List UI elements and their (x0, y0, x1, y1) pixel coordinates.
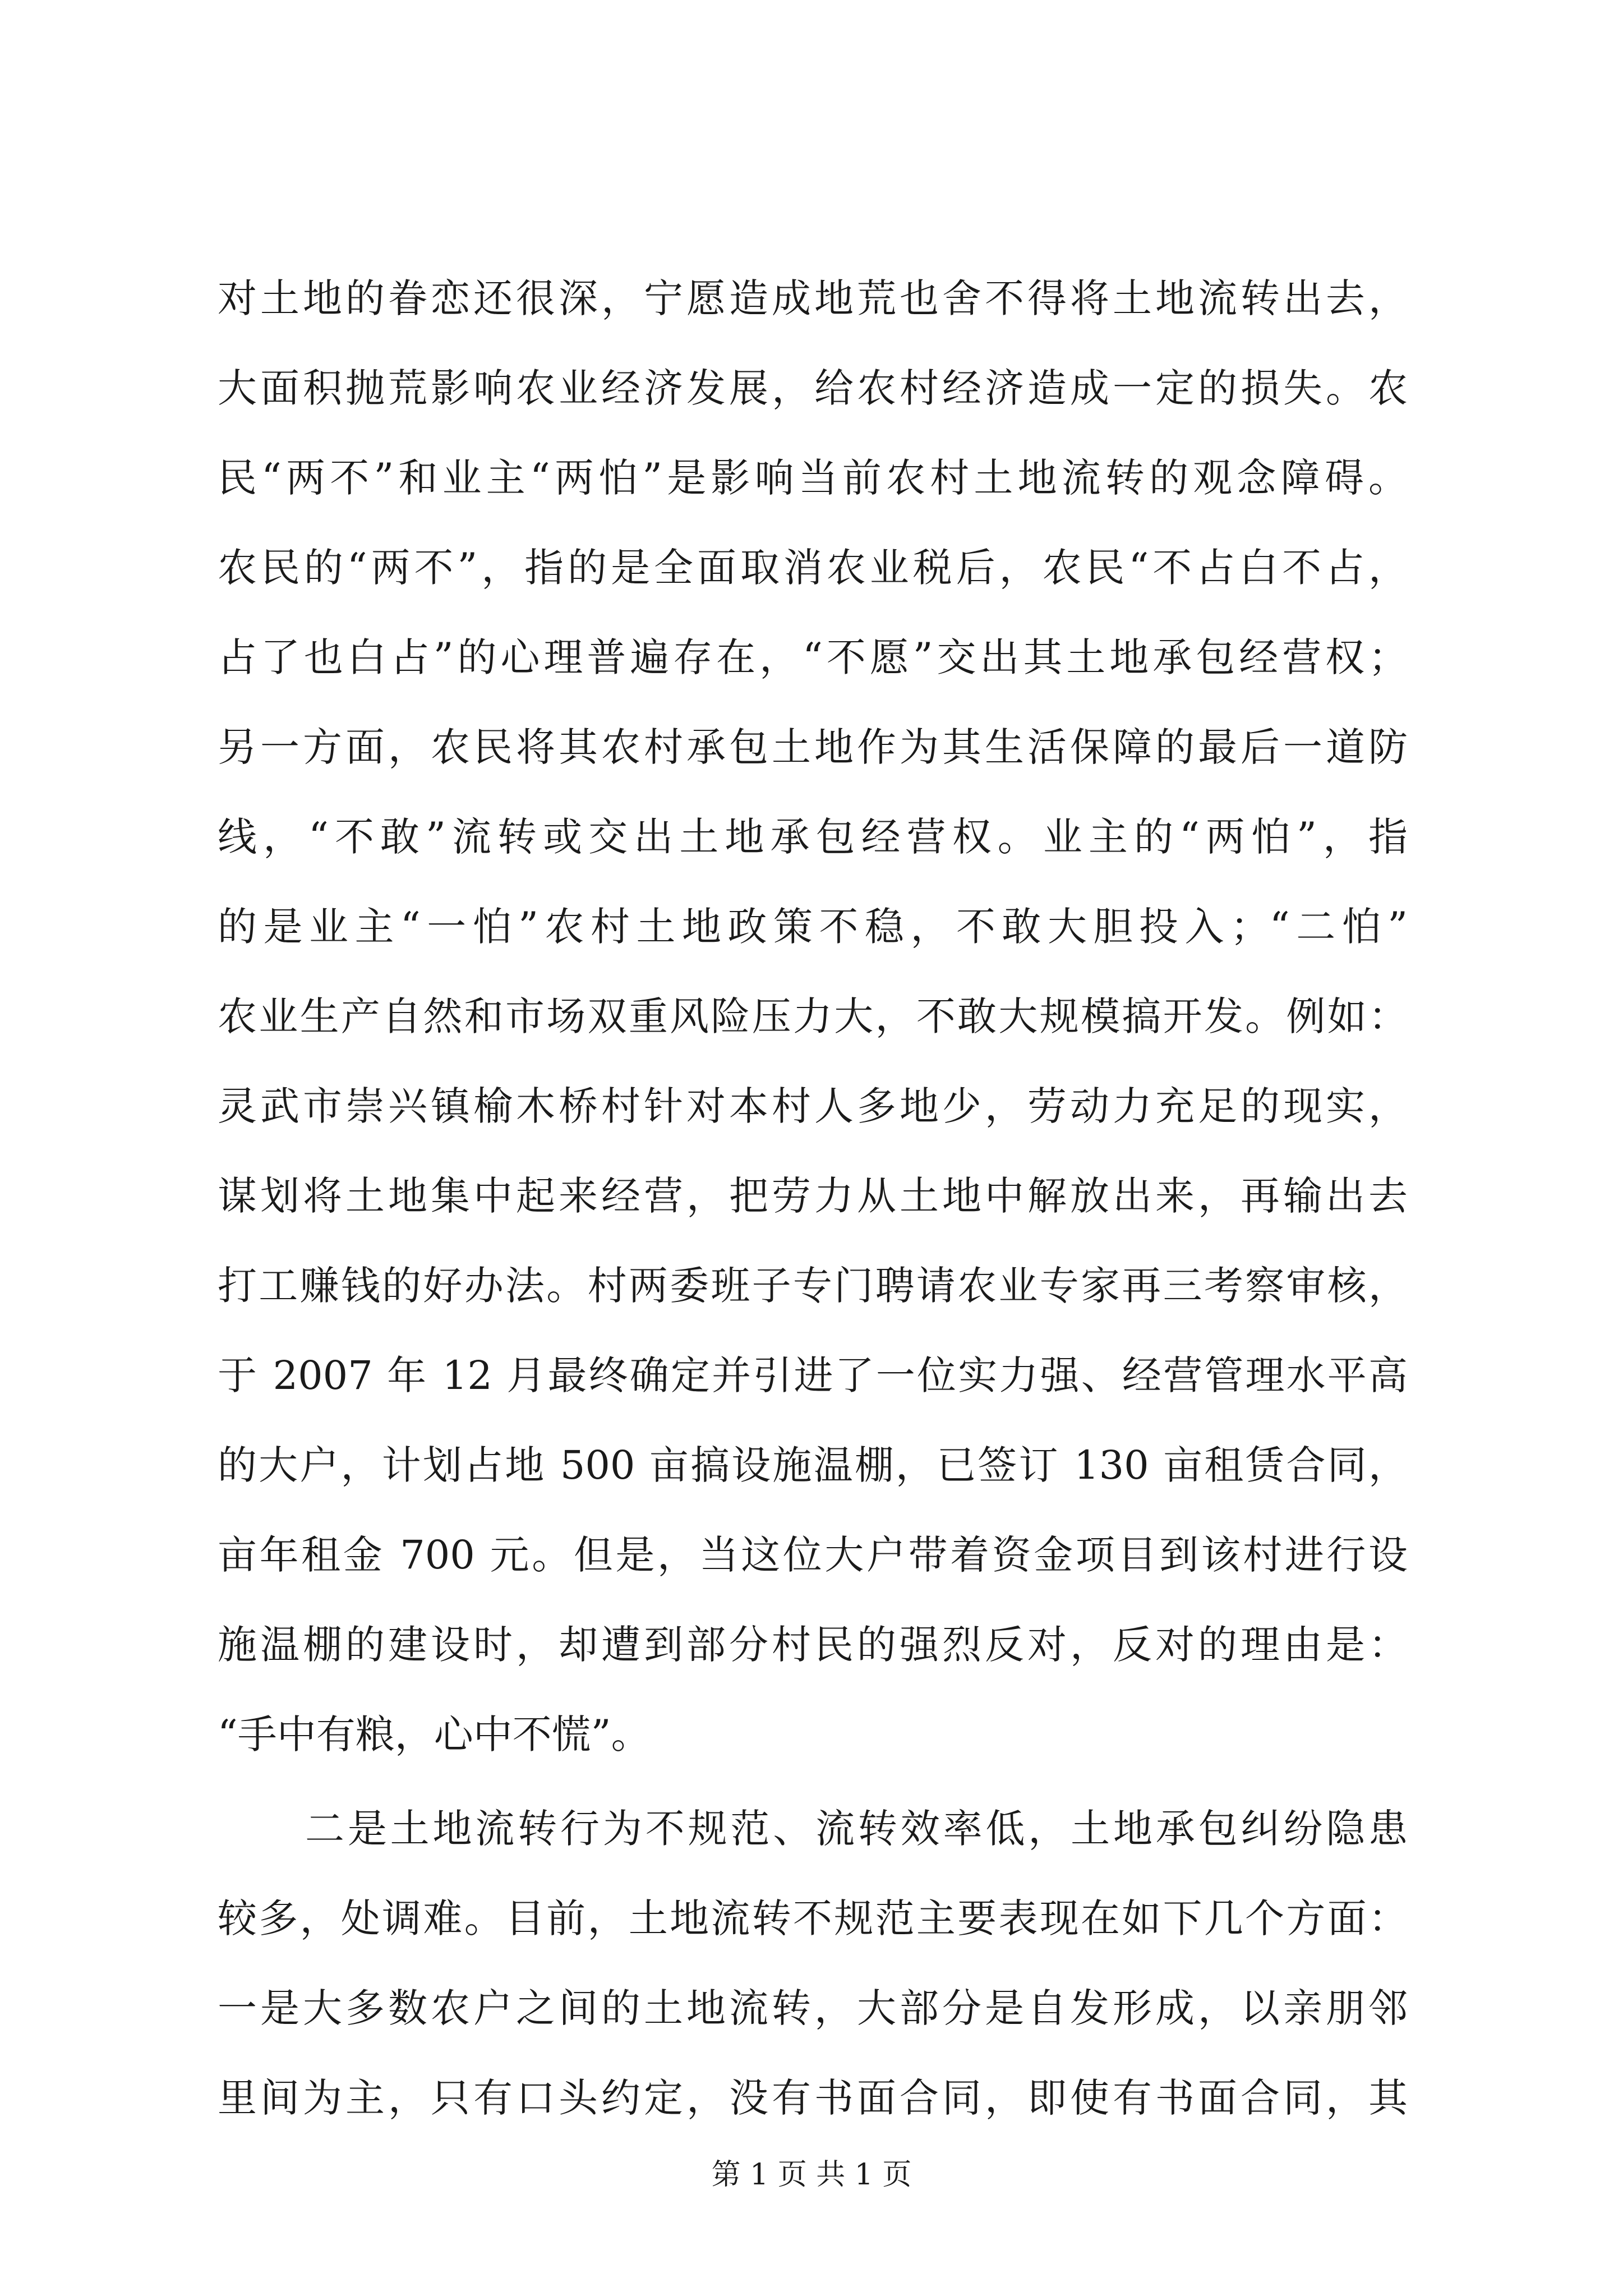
text-line: 的大户，计划占地 500 亩搞设施温棚，已签订 130 亩租赁合同， (218, 1442, 1408, 1488)
text-line: 灵武市崇兴镇榆木桥村针对本村人多地少，劳动力充足的现实， (218, 1083, 1408, 1129)
page-footer (0, 2155, 1623, 2194)
text-line: 谋划将土地集中起来经营，把劳力从土地中解放出来，再输出去 (218, 1173, 1408, 1219)
text-line: 占了也白占”的心理普遍存在，“不愿”交出其土地承包经营权； (218, 634, 1408, 680)
text-line: 一是大多数农户之间的土地流转，大部分是自发形成，以亲朋邻 (218, 1985, 1408, 2031)
text-line: 线，“不敢”流转或交出土地承包经营权。业主的“两怕”，指 (218, 814, 1408, 860)
paragraph-1 (218, 254, 1408, 1779)
text-line: 农业生产自然和市场双重风险压力大，不敢大规模搞开发。例如： (218, 993, 1408, 1039)
page-number-label: 第 1 页 共 1 页 (711, 2158, 912, 2192)
paragraph-gap (218, 1779, 1408, 1784)
text-line: 农民的“两不”，指的是全面取消农业税后，农民“不占白不占， (218, 545, 1408, 591)
paragraph-2 (218, 1784, 1408, 2143)
text-line: 大面积抛荒影响农业经济发展，给农村经济造成一定的损失。农 (218, 365, 1408, 411)
text-line: 对土地的眷恋还很深，宁愿造成地荒也舍不得将土地流转出去， (218, 275, 1408, 321)
text-line: 打工赚钱的好办法。村两委班子专门聘请农业专家再三考察审核， (218, 1263, 1408, 1309)
text-line: 的是业主“一怕”农村土地政策不稳，不敢大胆投入；“二怕” (218, 904, 1408, 950)
text-line: 较多，处调难。目前，土地流转不规范主要表现在如下几个方面： (218, 1895, 1408, 1941)
text-line: “手中有粮，心中不慌”。 (218, 1711, 651, 1757)
document-body (218, 254, 1408, 2143)
text-line: 民“两不”和业主“两怕”是影响当前农村土地流转的观念障碍。 (218, 455, 1408, 501)
text-line: 另一方面，农民将其农村承包土地作为其生活保障的最后一道防 (218, 724, 1408, 770)
text-line: 亩年租金 700 元。但是，当这位大户带着资金项目到该村进行设 (218, 1532, 1408, 1578)
text-line: 二是土地流转行为不规范、流转效率低，土地承包纠纷隐患 (305, 1806, 1408, 1852)
text-line: 施温棚的建设时，却遭到部分村民的强烈反对，反对的理由是： (218, 1622, 1408, 1668)
text-line: 于 2007 年 12 月最终确定并引进了一位实力强、经营管理水平高 (218, 1352, 1408, 1398)
text-line: 里间为主，只有口头约定，没有书面合同，即使有书面合同，其 (218, 2075, 1408, 2121)
